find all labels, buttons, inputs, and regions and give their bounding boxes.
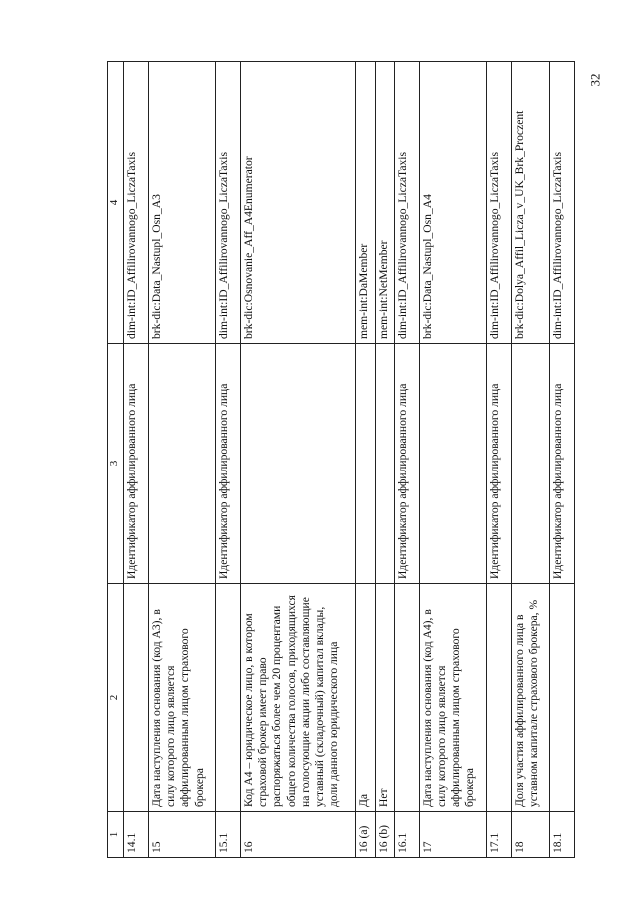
table-row <box>486 62 511 858</box>
element-name-cell: brk-dic:Osnovanie_Aff_A4Enumerator <box>241 62 356 344</box>
element-name-cell: dim-int:ID_Affilirovannogo_LiczaTaxis <box>394 62 419 344</box>
data-type-cell <box>241 344 356 584</box>
element-name-cell: dim-int:ID_Affilirovannogo_LiczaTaxis <box>486 62 511 344</box>
row-number-cell: 16.1 <box>394 812 419 858</box>
element-name-cell: mem-int:DaMember <box>356 62 375 344</box>
column-header: 1 <box>108 812 124 858</box>
table-row <box>149 62 216 858</box>
row-number-cell: 16 <box>241 812 356 858</box>
data-type-cell: Идентификатор аффилированного лица <box>486 344 511 584</box>
element-name-cell: brk-dic:Data_Nastupl_Osn_A3 <box>149 62 216 344</box>
element-name-cell: mem-int:NetMember <box>375 62 394 344</box>
element-name-cell: dim-int:ID_Affilirovannogo_LiczaTaxis <box>550 62 575 344</box>
table-row <box>511 62 549 858</box>
description-cell <box>550 584 575 812</box>
description-cell <box>486 584 511 812</box>
element-name-cell: dim-int:ID_Affilirovannogo_LiczaTaxis <box>216 62 241 344</box>
data-type-cell: Идентификатор аффилированного лица <box>550 344 575 584</box>
data-type-cell: Идентификатор аффилированного лица <box>394 344 419 584</box>
description-cell: Дата наступления основания (код А4), в силу которого лицо является аффилированным лицом страхового брокера <box>419 584 486 812</box>
table-container <box>107 62 575 858</box>
description-cell: Доля участия аффилированного лица в уставном капитале страхового брокера, % <box>511 584 549 812</box>
data-type-cell <box>511 344 549 584</box>
table-row <box>124 62 149 858</box>
rotated-table-frame <box>107 62 575 858</box>
element-name-cell: dim-int:ID_Affilirovannogo_LiczaTaxis <box>124 62 149 344</box>
data-table <box>107 61 575 858</box>
table-row <box>394 62 419 858</box>
element-name-cell: brk-dic:Dolya_Affil_Licza_v_UK_Brk_Proczent <box>511 62 549 344</box>
column-header: 3 <box>108 344 124 584</box>
table-row <box>241 62 356 858</box>
table-row <box>356 62 375 858</box>
description-cell: Код А4 – юридическое лицо, в котором страховой брокер имеет право распоряжаться более чем 20 процентами общего количества голосов, приходящихся на голосующие акции либо составляющие уставный (складочный) капитал вклады, доли данного юридического лица <box>241 584 356 812</box>
description-cell <box>394 584 419 812</box>
element-name-cell: brk-dic:Data_Nastupl_Osn_A4 <box>419 62 486 344</box>
row-number-cell: 18.1 <box>550 812 575 858</box>
data-type-cell <box>356 344 375 584</box>
row-number-cell: 17 <box>419 812 486 858</box>
data-type-cell <box>375 344 394 584</box>
page-number: 32 <box>587 73 603 87</box>
row-number-cell: 17.1 <box>486 812 511 858</box>
row-number-cell: 18 <box>511 812 549 858</box>
data-type-cell <box>419 344 486 584</box>
description-cell <box>216 584 241 812</box>
description-cell: Да <box>356 584 375 812</box>
table-row <box>419 62 486 858</box>
table-header-row <box>108 62 124 858</box>
description-cell <box>124 584 149 812</box>
row-number-cell: 15 <box>149 812 216 858</box>
row-number-cell: 14.1 <box>124 812 149 858</box>
data-type-cell <box>149 344 216 584</box>
row-number-cell: 16 (b) <box>375 812 394 858</box>
table-row <box>550 62 575 858</box>
row-number-cell: 16 (a) <box>356 812 375 858</box>
row-number-cell: 15.1 <box>216 812 241 858</box>
description-cell: Дата наступления основания (код А3), в силу которого лицо является аффилированным лицом страхового брокера <box>149 584 216 812</box>
table-row <box>375 62 394 858</box>
data-type-cell: Идентификатор аффилированного лица <box>216 344 241 584</box>
description-cell: Нет <box>375 584 394 812</box>
column-header: 4 <box>108 62 124 344</box>
column-header: 2 <box>108 584 124 812</box>
data-type-cell: Идентификатор аффилированного лица <box>124 344 149 584</box>
table-row <box>216 62 241 858</box>
